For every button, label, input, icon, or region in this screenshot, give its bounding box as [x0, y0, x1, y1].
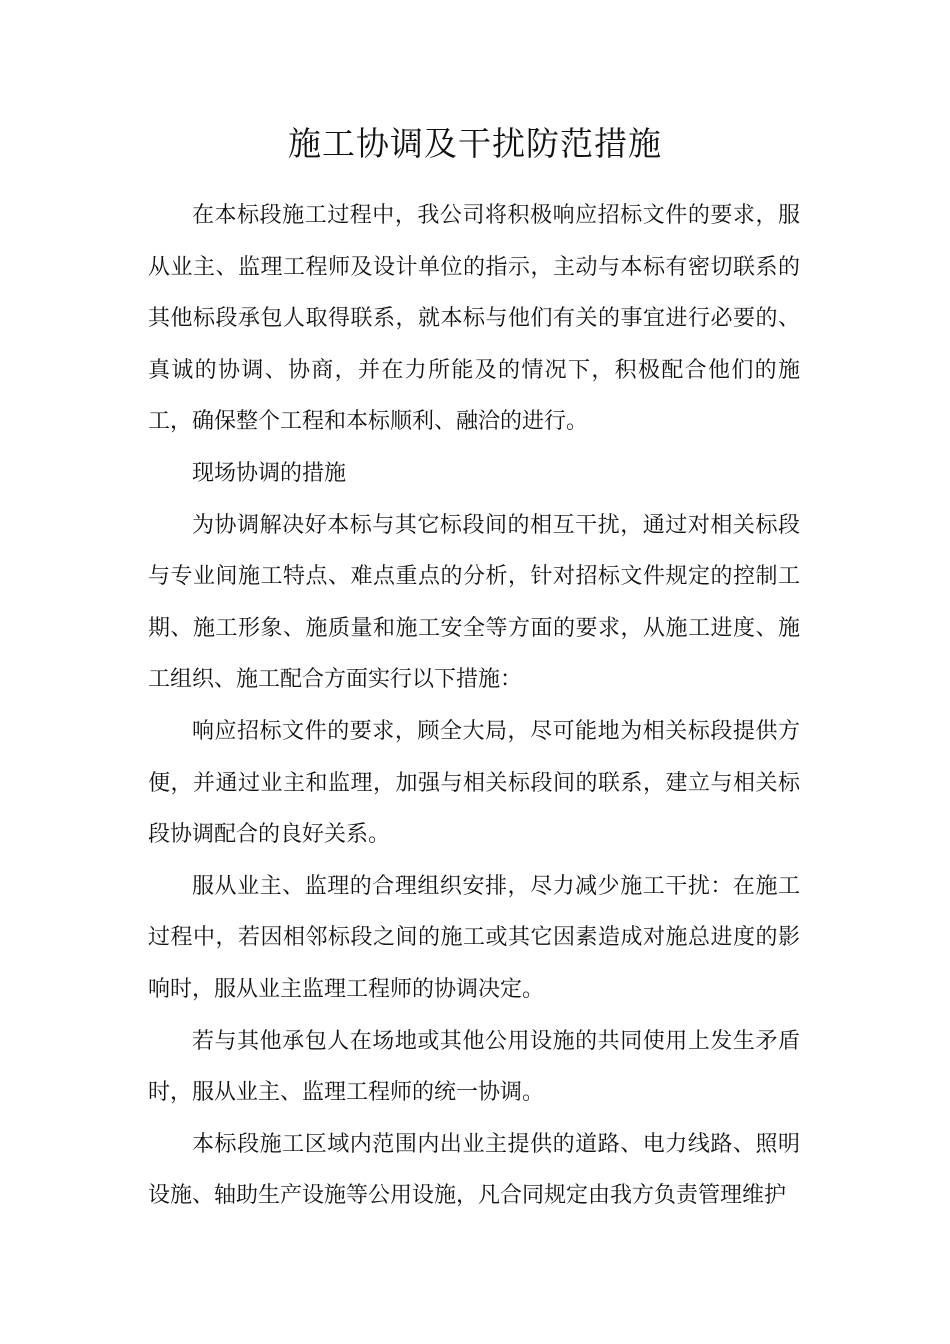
paragraph-shared-facilities: 若与其他承包人在场地或其他公用设施的共同使用上发生矛盾时，服从业主、监理工程师的统一协调。 [148, 1028, 800, 1106]
document-title: 施工协调及干扰防范措施 [288, 124, 662, 163]
paragraph-tender-response: 响应招标文件的要求，顾全大局，尽可能地为相关标段提供方便，并通过业主和监理，加强与相关标段间的联系，建立与相关标段协调配合的良好关系。 [148, 718, 800, 848]
paragraph-obey-supervision: 服从业主、监理的合理组织安排，尽力减少施工干扰：在施工过程中，若因相邻标段之间的施工或其它因素造成对施总进度的影响时，服从业主监理工程师的协调决定。 [148, 873, 800, 1002]
paragraph-intro: 在本标段施工过程中，我公司将积极响应招标文件的要求，服从业主、监理工程师及设计单位的指示，主动与本标有密切联系的其他标段承包人取得联系，就本标与他们有关的事宜进行必要的、真诚的协调、协商，并在力所能及的情况下，积极配合他们的施工，确保整个工程和本标顺利、融洽的进行。 [148, 203, 800, 435]
section-heading-site-coordination: 现场协调的措施 [192, 460, 347, 486]
document-body [148, 190, 800, 1222]
paragraph-public-facilities: 本标段施工区域内范围内出业主提供的道路、电力线路、照明设施、轴助生产设施等公用设施，凡合同规定由我方负责管理维护 [148, 1131, 800, 1209]
paragraph-coordination-measures: 为协调解决好本标与其它标段间的相互干扰，通过对相关标段与专业间施工特点、难点重点的分析，针对招标文件规定的控制工期、施工形象、施质量和施工安全等方面的要求，从施工进度、施工组织、施工配合方面实行以下措施： [148, 512, 800, 693]
